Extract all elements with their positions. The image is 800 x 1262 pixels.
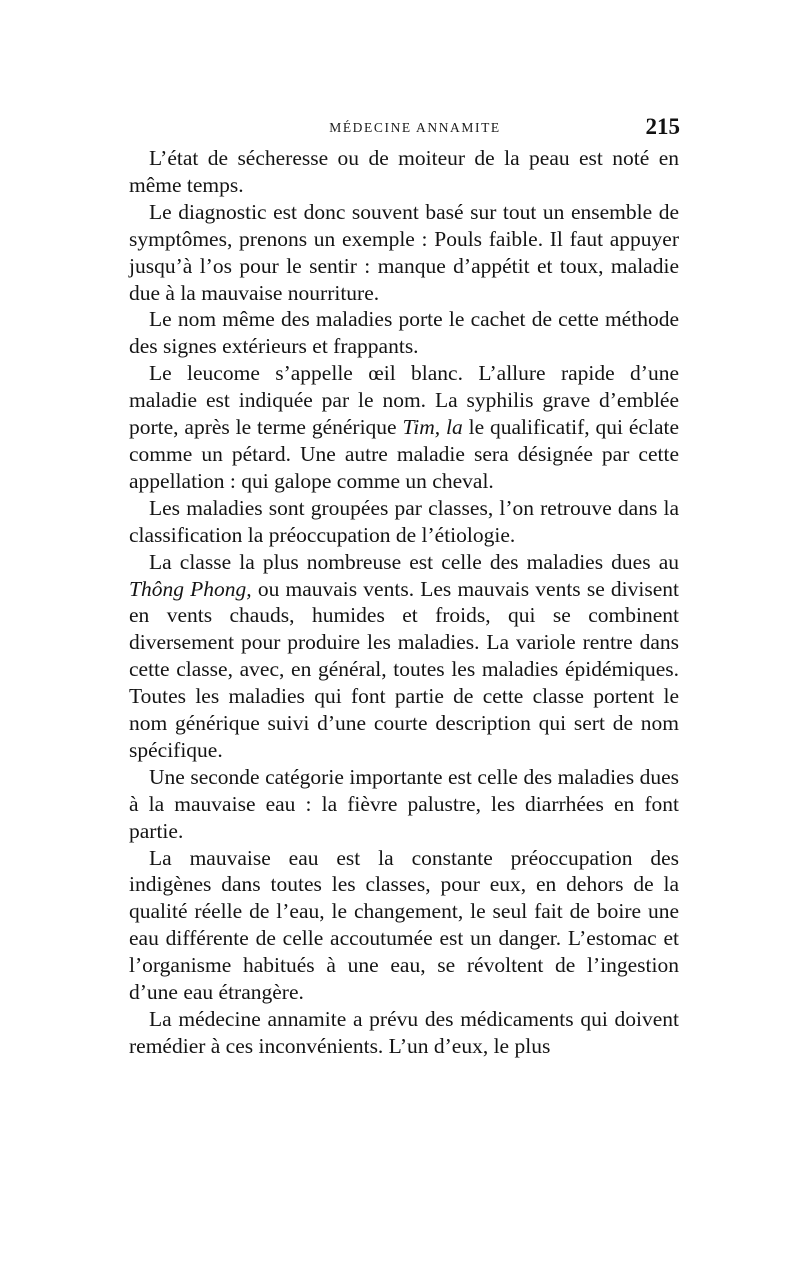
- body-text: [129, 145, 679, 1060]
- paragraph-classes: Les maladies sont groupées par classes, l’on retrouve dans la classification la préoccupation de l’étiologie.: [129, 495, 679, 547]
- text-run: Le leucome s’appelle œil blanc. L’allure rapide d’une maladie est indiquée par le nom. La syphilis grave d’emblée porte, après le terme générique: [129, 361, 679, 440]
- paragraph-bad-water: Une seconde catégorie importante est celle des maladies dues à la mauvaise eau : la fièvre palustre, les diarrhées en font partie.: [129, 764, 679, 843]
- running-head: [130, 116, 680, 140]
- paragraph-thong-phong: [129, 549, 679, 764]
- italic-term: Tim,: [402, 415, 441, 440]
- paragraph-remedies: La médecine annamite a prévu des médicaments qui doivent remédier à ces inconvénients. L’un d’eux, le plus: [129, 1007, 679, 1058]
- text-run: La classe la plus nombreuse est celle des maladies dues au: [149, 549, 679, 574]
- page-number: 215: [645, 114, 680, 139]
- paragraph-skin-condition: L’état de sécheresse ou de moiteur de la peau est noté en même temps.: [129, 146, 679, 197]
- paragraph-diagnostic: Le diagnostic est donc souvent basé sur tout un ensemble de symptômes, prenons un exemple : Pouls faible. Il faut appuyer jusqu’à l’os pour le sentir : manque d’appétit et toux, maladie due à la mauvaise nourriture.: [129, 199, 679, 305]
- running-title: MÉDECINE ANNAMITE: [329, 120, 501, 135]
- paragraph-water-concern: La mauvaise eau est la constante préoccupation des indigènes dans toutes les classes, pour eux, en dehors de la qualité réelle de l’eau, le changement, le seul fait de boire une eau différente de celle accoutumée est un danger. L’estomac et l’organisme habitués à une eau, se révoltent de l’ingestion d’une eau étrangère.: [129, 845, 679, 1005]
- italic-term: Thông Phong,: [129, 576, 252, 601]
- paragraph-leucome: [129, 360, 679, 495]
- italic-term: la: [446, 415, 463, 440]
- text-run: le qualificatif, qui éclate comme un pétard. Une autre maladie sera désignée par cette appellation : qui galope comme un cheval.: [129, 415, 679, 493]
- text-run: ou mauvais vents. Les mauvais vents se divisent en vents chauds, humides et froids, qui se combinent diversement pour produire les maladies. La variole rentre dans cette classe, avec, en général, toutes les maladies épidémiques. Toutes les maladies qui font partie de cette classe portent le nom générique suivi d’une courte description qui sert de nom spécifique.: [129, 576, 679, 762]
- paragraph-disease-names: Le nom même des maladies porte le cachet de cette méthode des signes extérieurs et frappants.: [129, 307, 679, 359]
